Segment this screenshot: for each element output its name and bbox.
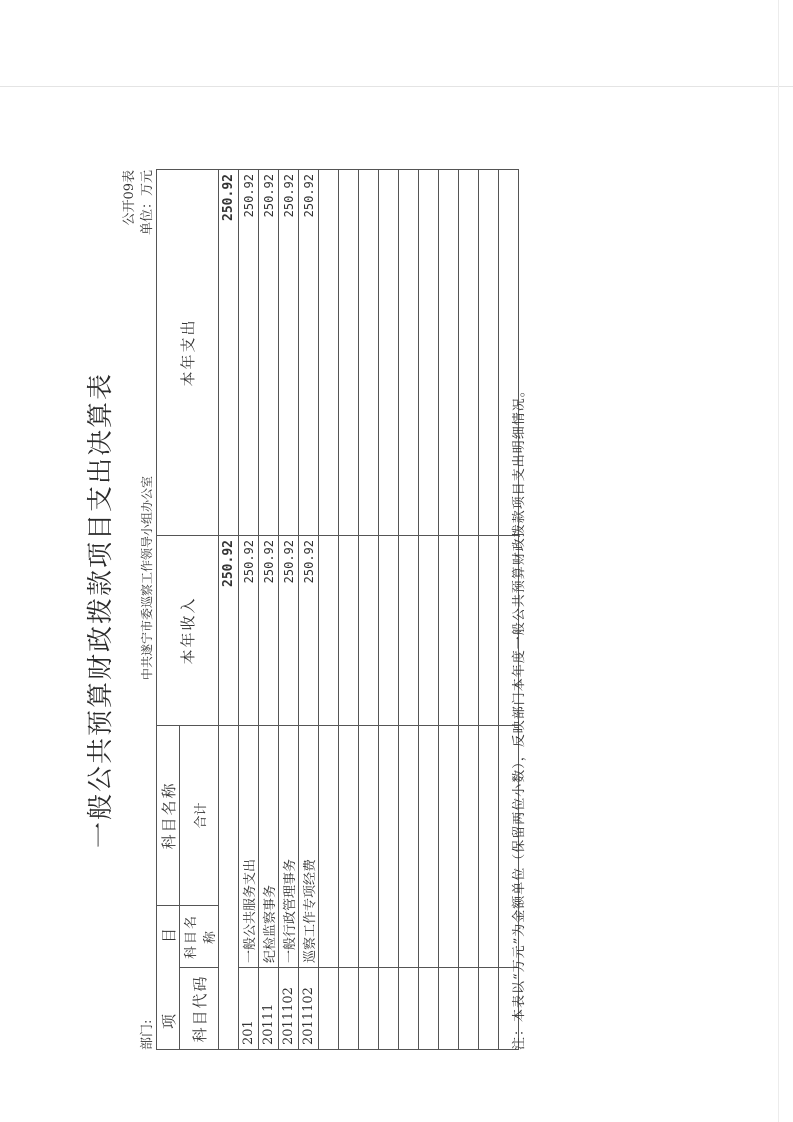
row-code: 2011102 (299, 968, 319, 1050)
row-income: 250.92 (279, 536, 299, 726)
organization-name: 中共遂宁市委巡察工作领导小组办公室 (140, 475, 154, 680)
row-name: 一般公共服务支出 (239, 726, 259, 968)
scan-edge-right (778, 0, 779, 1122)
row-income: 250.92 (259, 536, 279, 726)
total-expenditure: 250.92 (219, 170, 239, 536)
empty-row (339, 170, 359, 1050)
total-values-row (219, 170, 239, 1050)
row-expenditure: 250.92 (259, 170, 279, 536)
header-project-left: 项 (159, 1011, 178, 1029)
rotated-page (80, 170, 530, 1050)
document-title: 一般公共预算财政拨款项目支出决算表 (86, 372, 116, 849)
header-project (157, 906, 180, 1050)
empty-row (419, 170, 439, 1050)
total-spacer (219, 726, 239, 1050)
header-row-top (157, 170, 180, 1050)
table-row (259, 170, 279, 1050)
empty-row (319, 170, 339, 1050)
total-label: 合计 (180, 726, 219, 906)
header-expenditure: 本年支出 (157, 170, 219, 536)
expenditure-table (156, 169, 519, 1050)
row-expenditure: 250.92 (299, 170, 319, 536)
row-name: 一般行政管理事务 (279, 726, 299, 968)
row-code: 201 (239, 968, 259, 1050)
total-income: 250.92 (219, 536, 239, 726)
scan-edge-top (0, 86, 793, 87)
footnote: 注：本表以“万元”为金额单位（保留两位小数），反映部门本年度一般公共预算财政拨款项目支出明细情况。 (512, 383, 527, 1050)
row-code: 20111 (259, 968, 279, 1050)
empty-row (379, 170, 399, 1050)
row-name: 巡察工作专项经费 (299, 726, 319, 968)
empty-row (439, 170, 459, 1050)
header-subject-name: 科目名称 (157, 726, 180, 906)
table-row (239, 170, 259, 1050)
table-row (279, 170, 299, 1050)
table-row (299, 170, 319, 1050)
row-expenditure: 250.92 (279, 170, 299, 536)
header-income: 本年收入 (157, 536, 219, 726)
empty-row (359, 170, 379, 1050)
row-name: 纪检监察事务 (259, 726, 279, 968)
empty-row (459, 170, 479, 1050)
department-label: 部门: (140, 1019, 155, 1050)
header-subject-code: 科目代码 (180, 968, 219, 1050)
row-income: 250.92 (239, 536, 259, 726)
form-number: 公开09表 (122, 170, 137, 226)
row-expenditure: 250.92 (239, 170, 259, 536)
header-subject-name-sub: 科目名称 (180, 906, 219, 968)
unit-label: 单位：万元 (140, 170, 155, 236)
empty-row (399, 170, 419, 1050)
row-income: 250.92 (299, 536, 319, 726)
empty-row (479, 170, 499, 1050)
row-code: 2011102 (279, 968, 299, 1050)
header-project-right: 目 (159, 926, 178, 944)
